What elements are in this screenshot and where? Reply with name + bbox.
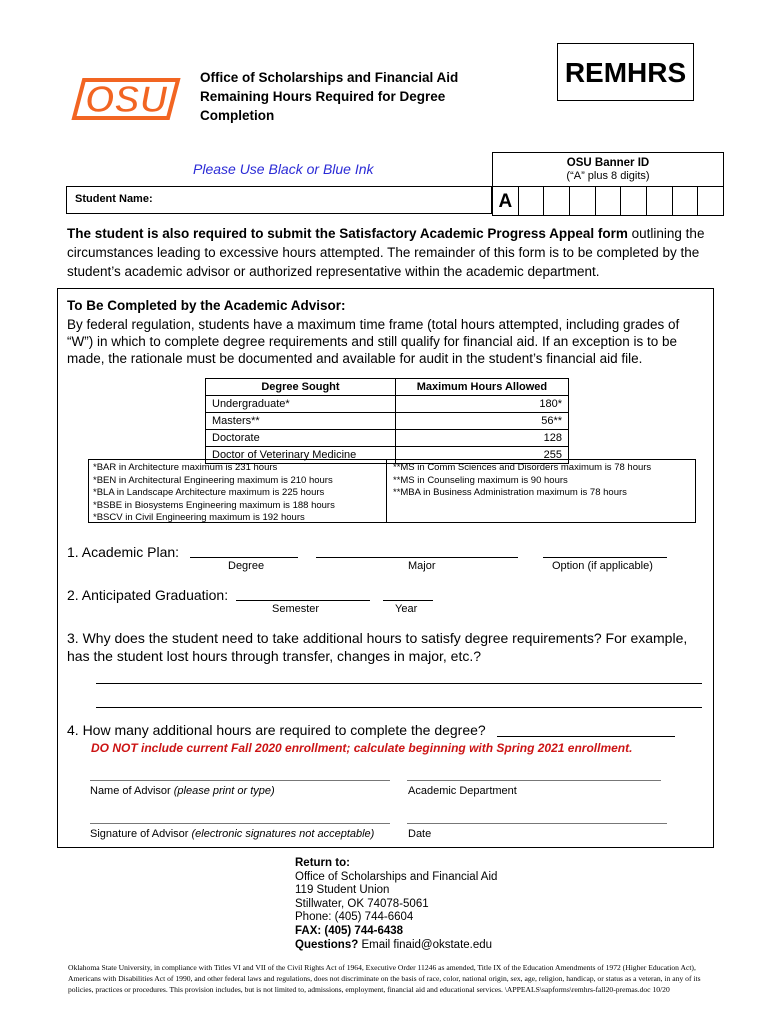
year-input[interactable] xyxy=(383,600,433,601)
semester-input[interactable] xyxy=(236,600,370,601)
student-name-label: Student Name: xyxy=(75,193,153,205)
table-row xyxy=(206,430,569,447)
advisor-name-caption xyxy=(90,785,275,797)
note-item: *BLA in Landscape Architecture maximum is 225 hours xyxy=(93,487,325,498)
note-item: *BSBE in Biosystems Engineering maximum is 188 hours xyxy=(93,499,335,511)
advisor-title: To Be Completed by the Academic Advisor: xyxy=(67,298,346,313)
banner-id-digit[interactable] xyxy=(698,186,724,216)
osu-logo-icon xyxy=(66,66,184,128)
degree-input[interactable] xyxy=(190,557,298,558)
undergrad-exceptions xyxy=(89,460,387,522)
table-header-row xyxy=(206,379,569,396)
form-title xyxy=(200,68,500,125)
degree-cell: Doctor of Veterinary Medicine xyxy=(206,447,396,464)
banner-id-digit[interactable] xyxy=(647,186,673,216)
banner-id-title: OSU Banner ID xyxy=(566,157,650,169)
note-item: **MBA in Business Administration maximum is 78 hours xyxy=(393,487,627,498)
table-row xyxy=(206,413,569,430)
year-caption: Year xyxy=(395,603,418,615)
federal-regulation-text: By federal regulation, students have a maximum time frame (total hours attempted, including grades of “W”) in which to complete degree requirements and still qualify for financial aid. If an exception is to be made, the rationale must be documented and available for audit in the student’s financial aid file. xyxy=(67,317,680,366)
title-line-1: Office of Scholarships and Financial Aid xyxy=(200,70,459,85)
department-input[interactable] xyxy=(407,780,661,781)
note-item: *BSCV in Civil Engineering maximum is 192 hours xyxy=(93,512,305,523)
table-header: Maximum Hours Allowed xyxy=(395,379,568,396)
advisor-name-input[interactable] xyxy=(90,780,390,781)
return-fax: FAX: (405) 744-6438 xyxy=(295,924,404,937)
hours-cell: 180* xyxy=(395,396,568,413)
student-name-field[interactable] xyxy=(66,186,492,214)
max-hours-table xyxy=(205,378,569,464)
signature-label: Signature of Advisor xyxy=(90,828,189,840)
banner-id-hint: (“A” plus 8 digits) xyxy=(566,170,650,182)
option-input[interactable] xyxy=(543,557,667,558)
questions-email[interactable]: Email finaid@okstate.edu xyxy=(358,938,493,951)
banner-id-digit[interactable] xyxy=(621,186,647,216)
banner-id-digit[interactable] xyxy=(519,186,545,216)
option-caption: Option (if applicable) xyxy=(552,560,653,572)
note-item: *BAR in Architecture maximum is 231 hours xyxy=(93,462,278,473)
q2-label: 2. Anticipated Graduation: xyxy=(67,587,229,603)
return-line: Office of Scholarships and Financial Aid xyxy=(295,870,498,883)
return-line: Stillwater, OK 74078-5061 xyxy=(295,897,429,910)
additional-hours-input[interactable] xyxy=(497,736,675,737)
return-phone: Phone: (405) 744-6604 xyxy=(295,911,414,924)
q3-answer-line-1[interactable] xyxy=(96,683,702,684)
banner-id-digit[interactable] xyxy=(570,186,596,216)
intro-bold: The student is also required to submit the Satisfactory Academic Progress Appeal form xyxy=(67,226,628,241)
return-title: Return to: xyxy=(295,857,350,869)
date-input[interactable] xyxy=(407,823,667,824)
note-item: *BEN in Architectural Engineering maximum is 210 hours xyxy=(93,474,333,486)
logo-text: OSU xyxy=(84,79,168,121)
title-line-2: Remaining Hours Required for Degree xyxy=(200,89,446,104)
hours-cell: 255 xyxy=(395,447,568,464)
major-input[interactable] xyxy=(316,557,518,558)
signature-input[interactable] xyxy=(90,823,390,824)
table-header: Degree Sought xyxy=(206,379,396,396)
q1-label: 1. Academic Plan: xyxy=(67,544,180,560)
table-row xyxy=(206,396,569,413)
banner-id-digit[interactable] xyxy=(596,186,622,216)
q3-answer-line-2[interactable] xyxy=(96,707,702,708)
signature-hint: (electronic signatures not acceptable) xyxy=(191,828,375,840)
q3-label: 3. Why does the student need to take additional hours to satisfy degree requirements? For example, has the student lost hours through transfer, changes in major, etc.? xyxy=(67,630,688,664)
date-caption: Date xyxy=(408,828,432,840)
degree-cell: Undergraduate* xyxy=(206,396,396,413)
note-item: **MS in Counseling maximum is 90 hours xyxy=(393,474,568,486)
title-line-3: Completion xyxy=(200,108,275,123)
exceptions-notes xyxy=(88,459,696,523)
banner-id-digit[interactable] xyxy=(544,186,570,216)
return-questions xyxy=(295,939,497,953)
return-address xyxy=(295,857,497,952)
degree-cell: Masters** xyxy=(206,413,396,430)
form-code: REMHRS xyxy=(557,43,694,101)
q4-label: 4. How many additional hours are required to complete the degree? xyxy=(67,722,486,738)
banner-id-label xyxy=(492,152,724,186)
nondiscrimination-footer: Oklahoma State University, in compliance with Titles VI and VII of the Civil Rights Act of 1964, Executive Order 11246 as amended, Title IX of the Education Amendments of 1972 (Higher Education Act), Americans with Disabilities Act of 1990, and other federal laws and regulations, does not discriminate on the basis of race, color, national origin, sex, age, religion, handicap, or status as a veteran, in any of its policies, practices or procedures. This provision includes, but is not limited to, admissions, employment, financial aid and educational services. \APPEALS\sapforms\remhrs-fall20-premas.doc 10/20 xyxy=(68,963,701,994)
questions-label: Questions? xyxy=(295,938,359,951)
graduate-exceptions xyxy=(387,460,657,522)
intro-paragraph xyxy=(67,224,707,281)
note-item: **MS in Comm Sciences and Disorders maximum is 78 hours xyxy=(393,462,652,473)
banner-id-prefix: A xyxy=(492,186,519,216)
banner-id-digit[interactable] xyxy=(673,186,699,216)
hours-cell: 128 xyxy=(395,430,568,447)
major-caption: Major xyxy=(408,560,436,572)
intro-rest: outlining the circumstances leading to excessive hours attempted. The remainder of this form is to be completed by the student’s academic advisor or authorized representative within the academic department. xyxy=(67,226,705,279)
ink-instruction: Please Use Black or Blue Ink xyxy=(193,161,374,177)
hours-cell: 56** xyxy=(395,413,568,430)
semester-caption: Semester xyxy=(272,603,320,615)
degree-cell: Doctorate xyxy=(206,430,396,447)
return-line: 119 Student Union xyxy=(295,884,390,897)
signature-caption xyxy=(90,828,374,840)
degree-caption: Degree xyxy=(228,560,265,572)
enrollment-warning: DO NOT include current Fall 2020 enrollment; calculate beginning with Spring 2021 enrollment. xyxy=(91,741,633,755)
advisor-name-label: Name of Advisor xyxy=(90,785,171,797)
advisor-name-hint: (please print or type) xyxy=(173,785,275,797)
department-caption: Academic Department xyxy=(408,785,517,797)
banner-id-boxes[interactable] xyxy=(492,186,724,216)
